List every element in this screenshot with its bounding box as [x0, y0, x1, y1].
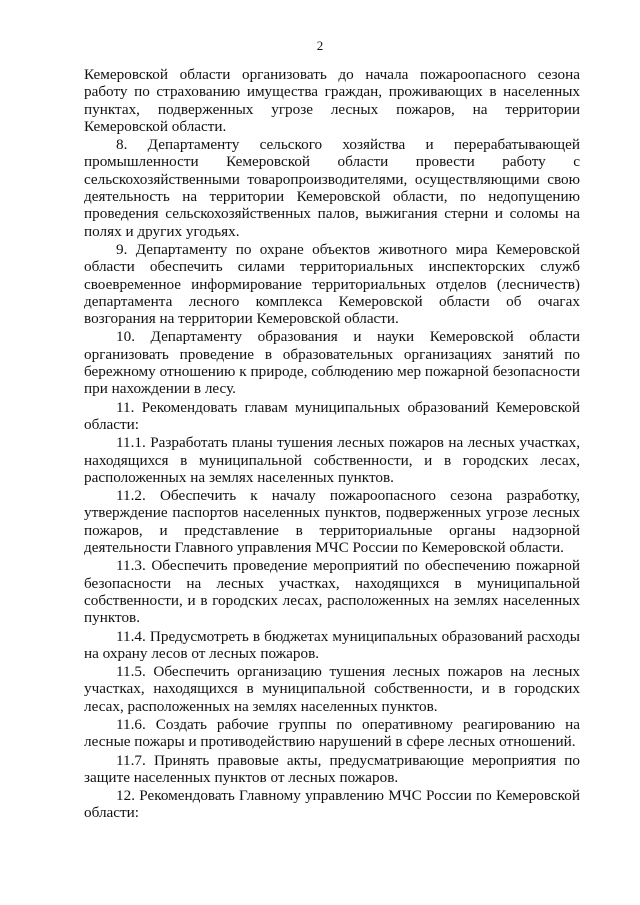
paragraph-item-11-2: 11.2. Обеспечить к началу пожароопасного сезона разработку, утверждение паспортов населенных пунктов, подверженных угрозе лесных пожаров, и представление в территориальные органы надзорной деятельности Главного управления МЧС России по Кемеровской области. [84, 487, 580, 557]
paragraph-item-11-1: 11.1. Разработать планы тушения лесных пожаров на лесных участках, находящихся в муниципальной собственности, и в городских лесах, расположенных на землях населенных пунктов. [84, 434, 580, 486]
paragraph-item-9: 9. Департаменту по охране объектов животного мира Кемеровской области обеспечить силами территориальных инспекторских служб своевременное информирование территориальных отделов (лесничеств) департамента лесного комплекса Кемеровской области об очагах возгорания на территории Кемеровской области. [84, 240, 580, 328]
paragraph-item-11-7: 11.7. Принять правовые акты, предусматривающие мероприятия по защите населенных пунктов от лесных пожаров. [84, 751, 580, 786]
paragraph-item-11-6: 11.6. Создать рабочие группы по оперативному реагированию на лесные пожары и противодействию нарушений в сфере лесных отношений. [84, 715, 580, 751]
page-number: 2 [316, 38, 324, 53]
paragraph-item-12: 12. Рекомендовать Главному управлению МЧС России по Кемеровской области: [84, 787, 580, 822]
paragraph-item-8: 8. Департаменту сельского хозяйства и перерабатывающей промышленности Кемеровской области провести работу с сельскохозяйственными товаропроизводителями, осуществляющими свою деятельность на территории Кемеровской области, по недопущению проведения сельскохозяйственных палов, выжигания стерни и соломы на полях и других угодьях. [84, 136, 580, 240]
paragraph-item-11-3: 11.3. Обеспечить проведение мероприятий по обеспечению пожарной безопасности на лесных участках, находящихся в муниципальной собственности, и в городских лесах, расположенных на землях населенных пунктов. [84, 557, 580, 627]
paragraph-item-11-5: 11.5. Обеспечить организацию тушения лесных пожаров на лесных участках, находящихся в муниципальной собственности, и в городских лесах, расположенных на землях населенных пунктов. [84, 663, 580, 715]
paragraph-continuation: Кемеровской области организовать до начала пожароопасного сезона работу по страхованию имущества граждан, проживающих в населенных пунктах, подверженных угрозе лесных пожаров, на территории Кемеровской области. [84, 66, 580, 135]
document-body [84, 66, 580, 822]
paragraph-item-11: 11. Рекомендовать главам муниципальных образований Кемеровской области: [84, 398, 580, 433]
paragraph-item-10: 10. Департаменту образования и науки Кемеровской области организовать проведение в образовательных организациях занятий по бережному отношению к природе, соблюдению мер пожарной безопасности при нахождении в лесу. [84, 328, 580, 398]
paragraph-item-11-4: 11.4. Предусмотреть в бюджетах муниципальных образований расходы на охрану лесов от лесных пожаров. [84, 627, 580, 662]
